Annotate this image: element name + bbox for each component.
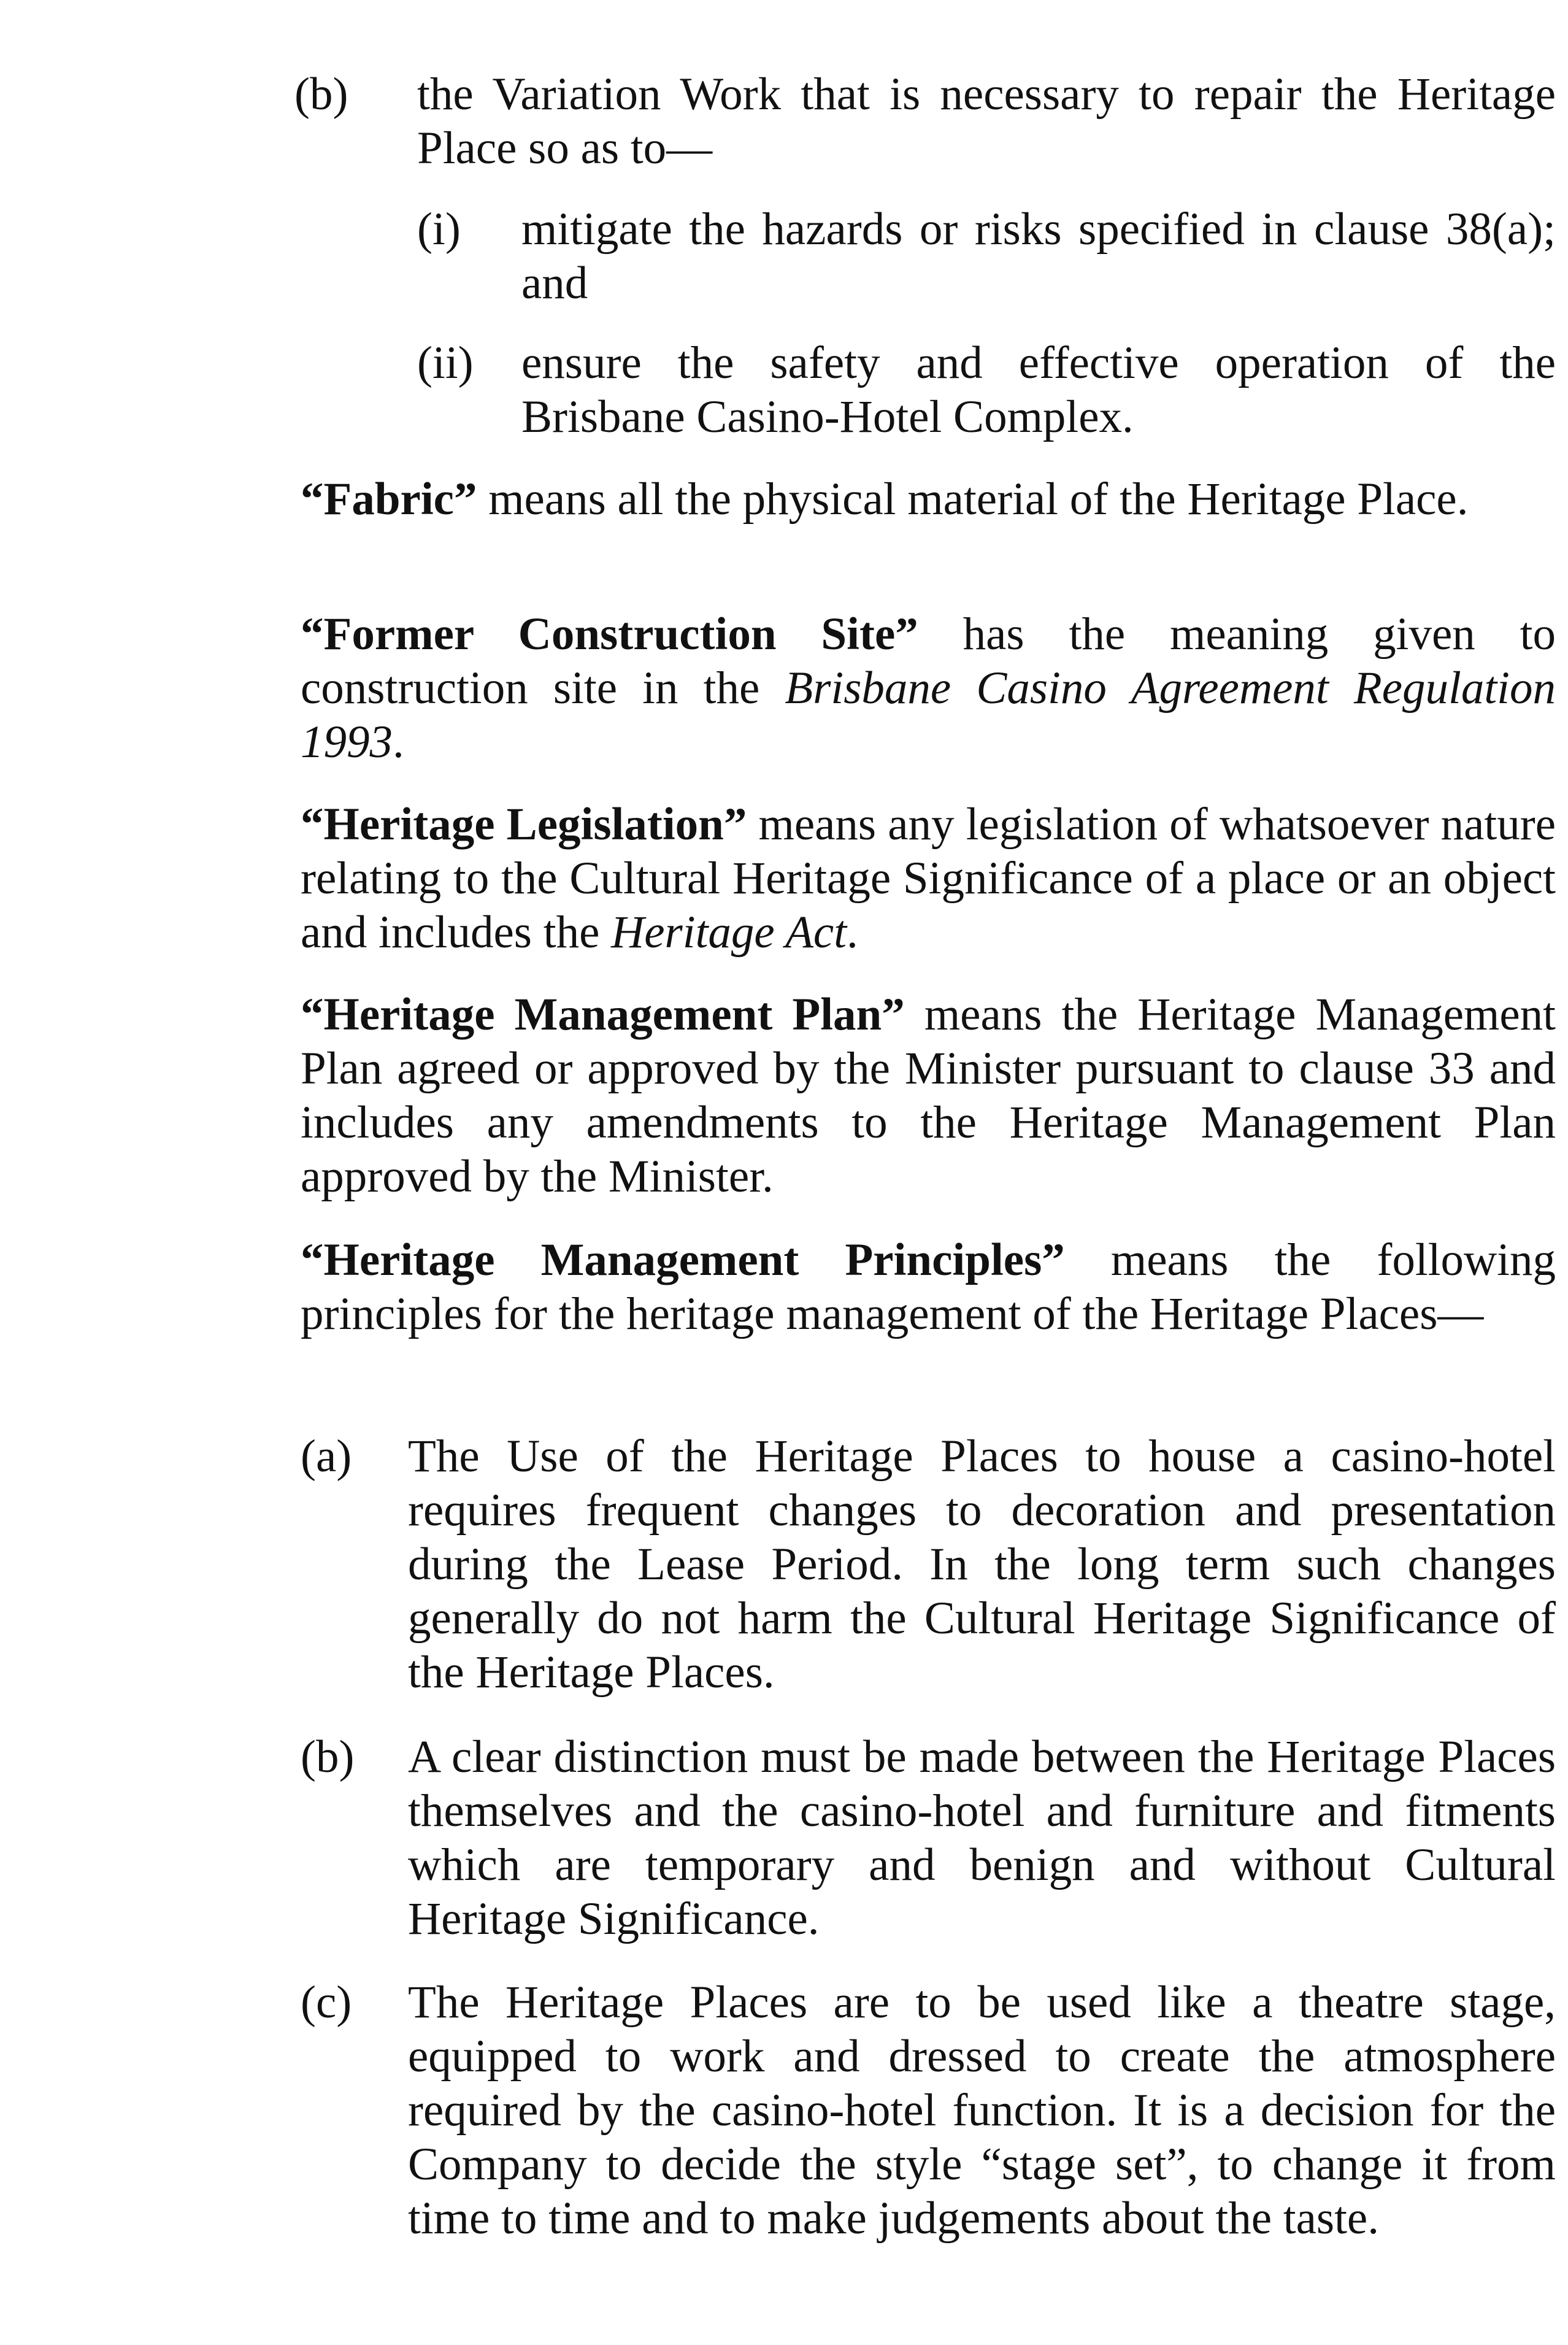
definition-text-heritage-management-plan: means the Heritage Management Plan agreed or approved by the Minister pursuant to clause 33 and includes any amendments to the Heritage Management Plan approved by the Minister. xyxy=(301,989,1556,1202)
principle-c-text: The Heritage Places are to be used like a theatre stage, equipped to work and dressed to create the atmosphere required by the casino-hotel function. It is a decision for the Company to decide the style “stage set”, to change it from time to time and to make judgements about the taste. xyxy=(408,1977,1556,2244)
definition-term-former-construction-site: “Former Construction Site” xyxy=(301,609,918,660)
definition-text-former-construction-site-a: has the meaning given to construction site in the xyxy=(301,609,1556,714)
definition-heritage-management-principles xyxy=(301,1233,1556,1341)
principle-a-text: The Use of the Heritage Places to house a casino-hotel requires frequent changes to decoration and presentation during the Lease Period. In the long term such changes generally do not harm the Cultural Heritage Significance of the Heritage Places. xyxy=(408,1431,1556,1698)
subclause-label-ii: (ii) xyxy=(417,337,474,388)
clause-b-top-text: the Variation Work that is necessary to repair the Heritage Place so as to— xyxy=(417,69,1556,174)
definition-text-heritage-management-principles: means the following principles for the heritage management of the Heritage Places— xyxy=(301,1234,1556,1339)
clause-label-b-top: (b) xyxy=(294,69,348,120)
definition-term-heritage-management-principles: “Heritage Management Principles” xyxy=(301,1234,1065,1285)
definition-fabric xyxy=(301,472,1556,526)
definition-italic-regulation: Brisbane Casino Agreement Regulation 1993 xyxy=(301,663,1556,768)
definition-heritage-legislation xyxy=(301,798,1556,960)
definition-term-heritage-legislation: “Heritage Legislation” xyxy=(301,799,747,850)
definition-italic-heritage-act: Heritage Act xyxy=(611,907,847,958)
principle-b-text: A clear distinction must be made between the Heritage Places themselves and the casino-hotel and furniture and fitments which are temporary and benign and without Cultural Heritage Significance. xyxy=(408,1731,1556,1944)
definition-text-heritage-legislation-a: means any legislation of whatsoever nature relating to the Cultural Heritage Significance of a place or an object and includes the xyxy=(301,799,1556,958)
subclause-ii-text: ensure the safety and effective operation of the Brisbane Casino-Hotel Complex. xyxy=(521,337,1556,442)
principle-label-a: (a) xyxy=(301,1431,352,1482)
definition-text-fabric: means all the physical material of the Heritage Place. xyxy=(477,474,1469,525)
principle-label-b: (b) xyxy=(301,1731,355,1782)
subclause-label-i: (i) xyxy=(417,204,461,255)
subclause-i-text: mitigate the hazards or risks specified in clause 38(a); and xyxy=(521,204,1556,309)
definition-term-fabric: “Fabric” xyxy=(301,474,477,525)
definition-text-former-construction-site-b: . xyxy=(393,717,404,768)
definition-text-heritage-legislation-b: . xyxy=(847,907,858,958)
principle-label-c: (c) xyxy=(301,1977,352,2028)
definition-heritage-management-plan xyxy=(301,988,1556,1204)
definition-term-heritage-management-plan: “Heritage Management Plan” xyxy=(301,989,905,1040)
definition-former-construction-site xyxy=(301,607,1556,769)
